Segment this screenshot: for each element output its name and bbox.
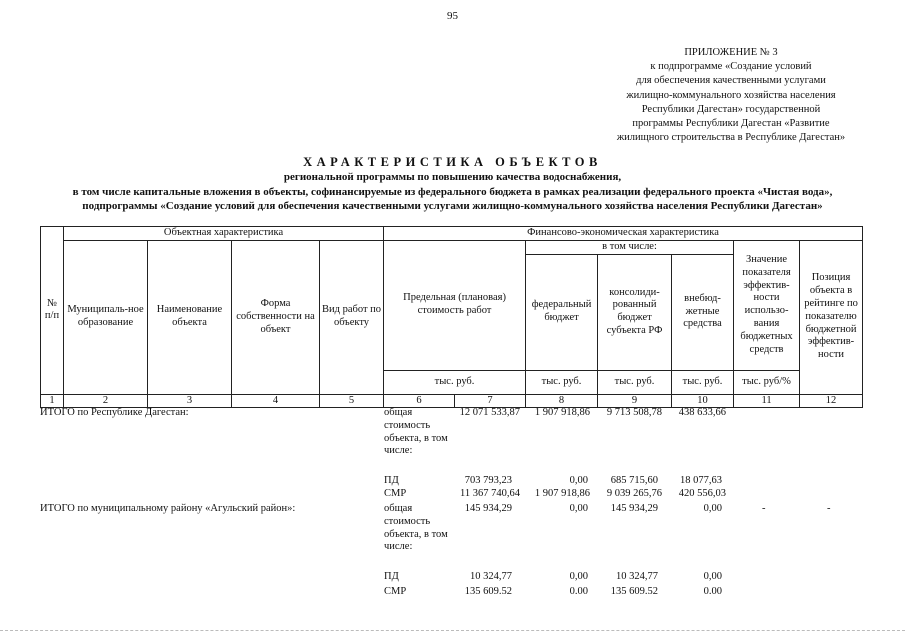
smr-consolidated-value: 135 609.52: [610, 586, 658, 597]
total-cost-value: 145 934,29: [464, 503, 512, 514]
col-num-header: № п/п: [41, 227, 64, 395]
total-consolidated-value: 9 713 508,78: [606, 407, 662, 418]
including-header: в том числе:: [526, 240, 734, 254]
pd-consolidated-value: 10 324,77: [616, 571, 658, 582]
title-line: подпрограммы «Создание условий для обеспечения качественными услугами жилищно-коммунального хозяйства населения Республики Дагестан»: [82, 200, 823, 212]
col-number: 7: [487, 394, 493, 406]
pd-extrabudget-value: 0,00: [703, 571, 722, 582]
col-ownership-header: Форма собственности на объект: [232, 240, 320, 394]
appendix-line: жилищного строительства в Республике Дагестан»: [616, 132, 846, 144]
col-number: 10: [672, 394, 734, 408]
pd-label: ПД: [384, 571, 399, 582]
indicator-value: -: [762, 503, 766, 514]
col-consolidated-header: консолиди-рованный бюджет субъекта РФ: [598, 254, 672, 370]
pd-cost-value: 703 793,23: [464, 475, 512, 486]
col-municipal-header: Муниципаль-ное образование: [64, 240, 148, 394]
title-line: региональной программы по повышению качества водоснабжения,: [283, 171, 622, 183]
group-object-header: Объектная характеристика: [64, 227, 384, 241]
col-number: 11: [734, 394, 800, 408]
group-finance-header: Финансово-экономическая характеристика: [384, 227, 863, 241]
smr-label: СМР: [384, 586, 407, 597]
pd-label: ПД: [384, 475, 399, 486]
pd-consolidated-value: 685 715,60: [610, 475, 658, 486]
col-worktype-header: Вид работ по объекту: [320, 240, 384, 394]
appendix-block: [600, 46, 862, 145]
col-extrabudget-header: внебюд-жетные средства: [672, 254, 734, 370]
appendix-line: для обеспечения качественными услугами: [636, 75, 826, 87]
col-number: 6: [384, 395, 455, 408]
appendix-line: к подпрограмме «Создание условий: [650, 61, 812, 73]
unit-cell: тыс. руб.: [526, 370, 598, 394]
unit-cell: тыс. руб/%: [734, 370, 800, 394]
appendix-heading: ПРИЛОЖЕНИЕ № 3: [684, 47, 778, 58]
appendix-line: жилищно-коммунального хозяйства населения: [626, 89, 836, 101]
unit-cell: тыс. руб.: [672, 370, 734, 394]
pd-federal-value: 0,00: [569, 571, 588, 582]
title-main: ХАРАКТЕРИСТИКА ОБЪЕКТОВ: [303, 155, 602, 169]
total-extrabudget-value: 0,00: [703, 503, 722, 514]
smr-cost-value: 135 609.52: [464, 586, 512, 597]
col-indicator-header: Значение показателя эффектив-ности использо-вания бюджетных средств: [734, 240, 800, 370]
pd-extrabudget-value: 18 077,63: [680, 475, 722, 486]
smr-extrabudget-value: 0.00: [703, 586, 722, 597]
smr-label: СМР: [384, 488, 407, 499]
col-number: 8: [526, 394, 598, 408]
unit-cell: тыс. руб.: [598, 370, 672, 394]
smr-consolidated-value: 9 039 265,76: [606, 488, 662, 499]
col-number: 9: [598, 394, 672, 408]
total-consolidated-value: 145 934,29: [610, 503, 658, 514]
col-rating-header: Позиция объекта в рейтинге по показателю бюджетной эффектив-ности: [800, 240, 863, 394]
total-federal-value: 1 907 918,86: [534, 407, 590, 418]
col-number: 5: [320, 394, 384, 408]
document-title: [0, 155, 905, 214]
col-cost-header: Предельная (плановая) стоимость работ: [384, 240, 526, 370]
pd-federal-value: 0,00: [569, 475, 588, 486]
page-number: 95: [447, 10, 458, 22]
total-label-republic: ИТОГО по Республике Дагестан:: [40, 407, 189, 418]
pd-cost-value: 10 324,77: [470, 571, 512, 582]
rating-value: -: [827, 503, 831, 514]
total-cost-label: общая стоимость объекта, в том числе:: [384, 503, 448, 553]
objects-table: [40, 226, 863, 408]
smr-federal-value: 1 907 918,86: [534, 488, 590, 499]
col-number: 2: [64, 394, 148, 408]
total-federal-value: 0,00: [569, 503, 588, 514]
page-edge-divider: [0, 630, 905, 631]
smr-federal-value: 0.00: [569, 586, 588, 597]
appendix-line: программы Республики Дагестан «Развитие: [632, 118, 830, 130]
col-number: [384, 394, 526, 408]
total-cost-label: общая стоимость объекта, в том числе:: [384, 407, 448, 457]
total-extrabudget-value: 438 633,66: [678, 407, 726, 418]
col-number: 4: [232, 394, 320, 408]
total-cost-value: 12 071 533,87: [459, 407, 520, 418]
col-name-header: Наименование объекта: [148, 240, 232, 394]
title-line: в том числе капитальные вложения в объекты, софинансируемые из федерального бюджета в рамках реализации федерального проекта «Чистая вода»,: [72, 185, 833, 198]
col-number: 12: [800, 394, 863, 408]
unit-cell: тыс. руб.: [384, 370, 526, 394]
appendix-line: Республики Дагестан» государственной: [641, 103, 821, 115]
smr-cost-value: 11 367 740,64: [460, 488, 520, 499]
col-number: 3: [148, 394, 232, 408]
total-label-district: ИТОГО по муниципальному району «Агульский район»:: [40, 503, 296, 514]
col-number: 1: [41, 394, 64, 408]
smr-extrabudget-value: 420 556,03: [678, 488, 726, 499]
col-federal-header: федеральный бюджет: [526, 254, 598, 370]
